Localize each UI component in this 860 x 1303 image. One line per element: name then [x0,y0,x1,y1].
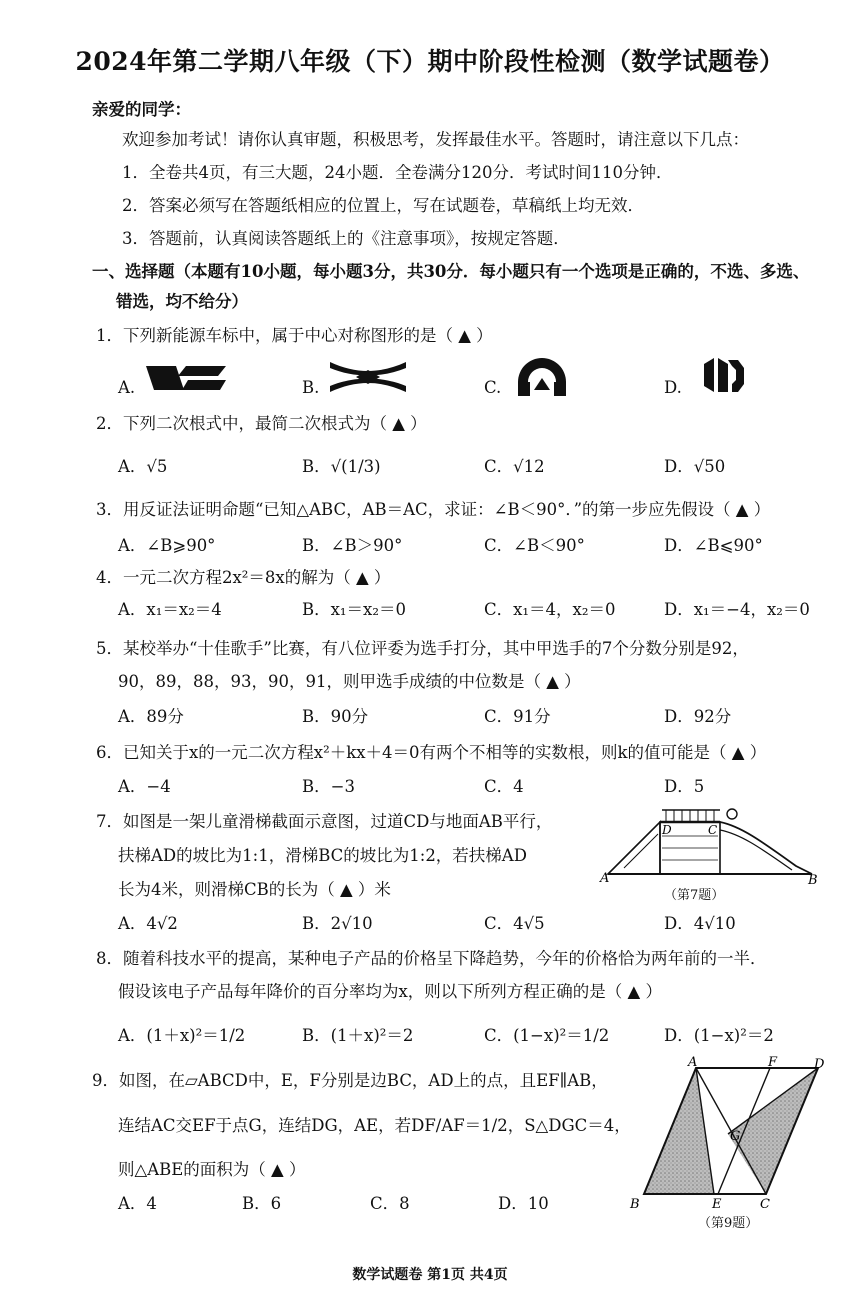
slide-figure [600,800,820,888]
q8-option-c: C．(1−x)²＝1/2 [484,1026,610,1045]
q2-option-c: C．√12 [484,457,545,476]
question-2-stem: 2．下列二次根式中，最简二次根式为（ ▲ ） [96,414,427,433]
q3-option-c: C．∠B＜90° [484,536,585,555]
q1-option-c: C. [484,378,502,397]
q5-option-b: B．90分 [302,707,369,726]
instruction-1: 1．全卷共4页，有三大题，24小题．全卷满分120分．考试时间110分钟． [122,163,673,182]
q2-option-b: B．√(1/3) [302,457,381,476]
q5-option-a: A．89分 [118,707,184,726]
q4-option-d: D．x₁＝−4，x₂＝0 [664,600,810,619]
q7-option-c: C．4√5 [484,914,545,933]
q4-option-c: C．x₁＝4，x₂＝0 [484,600,616,619]
parallelogram-figure [628,1056,828,1216]
question-5-stem: 5．某校举办“十佳歌手”比赛，有八位评委为选手打分，其中甲选手的7个分数分别是92， [96,639,749,658]
question-4-stem: 4．一元二次方程2x²＝8x的解为（ ▲ ） [96,568,391,587]
question-6-stem: 6．已知关于x的一元二次方程x²＋kx＋4＝0有两个不相等的实数根，则k的值可能是（ ▲ ） [96,743,767,762]
q2-option-a: A．√5 [118,457,168,476]
question-7-stem-3: 长为4米，则滑梯CB的长为（ ▲ ）米 [118,880,391,899]
instruction-2: 2．答案必须写在答题纸相应的位置上，写在试题卷，草稿纸上均无效． [122,196,644,215]
question-9-stem-3: 则△ABE的面积为（ ▲ ） [118,1160,306,1179]
question-7-stem: 7．如图是一架儿童滑梯截面示意图，过道CD与地面AB平行， [96,812,553,831]
logo-c-icon [512,352,572,398]
q6-option-d: D．5 [664,777,705,796]
fig9-label-g: G [730,1129,741,1144]
q7-option-b: B．2√10 [302,914,373,933]
q6-option-b: B．−3 [302,777,355,796]
fig7-label-b: B [808,873,818,888]
q8-option-b: B．(1＋x)²＝2 [302,1026,414,1045]
q9-option-d: D．10 [498,1194,549,1213]
q9-option-b: B．6 [242,1194,282,1213]
question-3-stem: 3．用反证法证明命题“已知△ABC，AB＝AC，求证：∠B＜90°．”的第一步应先假设（ ▲ ） [96,500,771,519]
greeting: 亲爱的同学： [92,100,191,119]
logo-b-icon [326,358,410,396]
q9-option-a: A．4 [118,1194,157,1213]
instruction-intro: 欢迎参加考试！请你认真审题，积极思考，发挥最佳水平。答题时，请注意以下几点： [122,130,749,149]
q4-option-b: B．x₁＝x₂＝0 [302,600,406,619]
q8-option-a: A．(1＋x)²＝1/2 [118,1026,246,1045]
q9-option-c: C．8 [370,1194,410,1213]
question-9-stem: 9．如图，在▱ABCD中，E，F分别是边BC，AD上的点，且EF∥AB， [92,1071,608,1090]
q1-option-b: B. [302,378,320,397]
q4-option-a: A．x₁＝x₂＝4 [118,600,222,619]
logo-d-icon [698,354,748,396]
question-8-stem: 8．随着科技水平的提高，某种电子产品的价格呈下降趋势，今年的价格恰为两年前的一半． [96,949,767,968]
fig9-label-b: B [630,1197,640,1212]
page-title: 2024年第二学期八年级（下）期中阶段性检测（数学试题卷） [75,47,785,76]
q7-option-d: D．4√10 [664,914,736,933]
fig7-label-a: A [600,871,610,886]
fig9-label-c: C [760,1197,770,1212]
page-footer: 数学试题卷 第1页 共4页 [352,1267,508,1283]
section-heading-line1: 一、选择题（本题有10小题，每小题3分，共30分．每小题只有一个选项是正确的，不选、多选、 [92,262,810,281]
question-1-stem: 1．下列新能源车标中，属于中心对称图形的是（ ▲ ） [96,326,493,345]
fig9-label-f: F [768,1055,778,1070]
q7-option-a: A．4√2 [118,914,178,933]
q6-option-a: A．−4 [118,777,171,796]
q3-option-a: A．∠B⩾90° [118,536,216,555]
fig7-label-c: C [708,823,718,837]
q3-option-d: D．∠B⩽90° [664,536,763,555]
q3-option-b: B．∠B＞90° [302,536,403,555]
logo-a-icon [142,362,228,394]
instruction-3: 3．答题前，认真阅读答题纸上的《注意事项》，按规定答题． [122,229,570,248]
question-8-stem-2: 假设该电子产品每年降价的百分率均为x，则以下所列方程正确的是（ ▲ ） [118,982,662,1001]
question-9-stem-2: 连结AC交EF于点G，连结DG，AE，若DF/AF＝1/2，S△DGC＝4， [118,1116,631,1135]
q5-option-c: C．91分 [484,707,551,726]
q2-option-d: D．√50 [664,457,726,476]
fig9-label-d: D [814,1057,825,1072]
q5-option-d: D．92分 [664,707,732,726]
fig7-label-d: D [662,823,672,837]
question-5-stem-2: 90，89，88，93，90，91，则甲选手成绩的中位数是（ ▲ ） [118,672,581,691]
q6-option-c: C．4 [484,777,524,796]
section-heading-line2: 错选，均不给分） [116,292,248,311]
fig9-label-a: A [688,1055,698,1070]
q1-option-a: A. [118,378,136,397]
q1-option-d: D. [664,378,682,397]
fig7-caption: （第7题） [664,888,725,903]
fig9-label-e: E [712,1197,722,1212]
fig9-caption: （第9题） [698,1216,759,1231]
q8-option-d: D．(1−x)²＝2 [664,1026,774,1045]
question-7-stem-2: 扶梯AD的坡比为1:1，滑梯BC的坡比为1:2，若扶梯AD [118,846,527,865]
